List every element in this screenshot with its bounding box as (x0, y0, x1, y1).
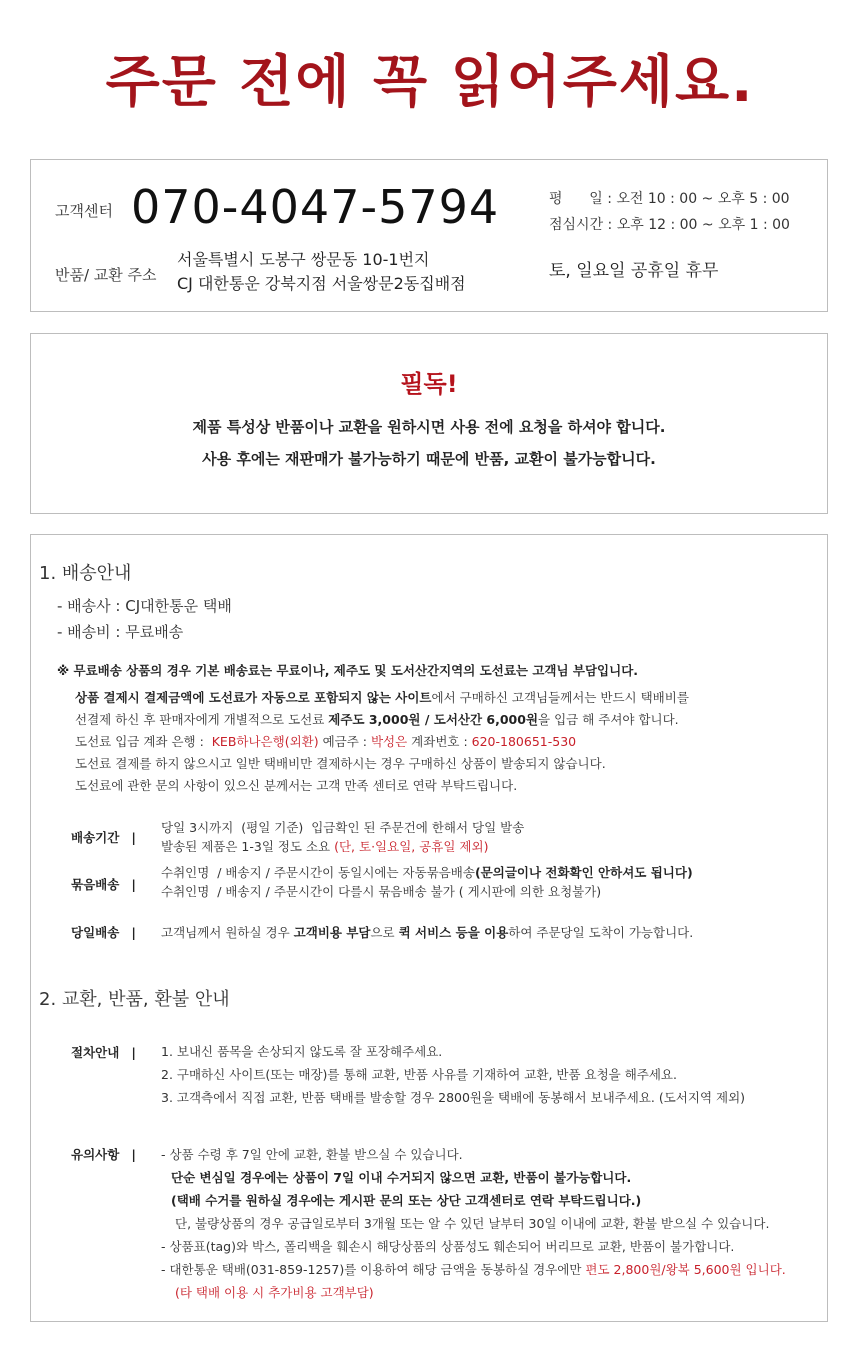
separator-bar: | (131, 1045, 136, 1060)
exchange-section-title: 2. 교환, 반품, 환불 안내 (39, 989, 230, 1010)
delivery-period-line-2 (161, 837, 524, 856)
procedure-label (71, 1043, 161, 1061)
island-fee: 6,000 (486, 712, 526, 727)
notice-line-2: 사용 후에는 재판매가 불가능하기 때문에 반품, 교환이 불가능합니다. (202, 450, 656, 468)
caution-pickup-request: (택배 수거를 원하실 경우에는 게시판 문의 또는 상단 고객센터로 연락 부탁드립니다.) (171, 1193, 642, 1208)
same-day-c: 으로 (370, 925, 399, 940)
bank-account-line (75, 731, 689, 753)
return-address (177, 248, 466, 296)
caution-defective: 단, 불량상품의 경우 공급일로부터 3개월 또는 알 수 있던 날부터 30일 이내에 교환, 환불 받으실 수 있습니다. (175, 1216, 770, 1231)
caution-courier-fee (161, 1258, 786, 1281)
bundle-line-1 (161, 863, 693, 882)
island-fee-details (75, 687, 689, 797)
shipping-section-title: 1. 배송안내 (39, 563, 132, 584)
procedure-step-1: 1. 보내신 품목을 손상되지 않도록 잘 포장해주세요. (161, 1044, 443, 1059)
same-day-label (71, 923, 161, 941)
same-day-text (161, 923, 693, 942)
courier-fee-amount: 편도 2,800원/왕복 5,600원 입니다. (585, 1262, 786, 1277)
delivery-exception: (단, 토·일요일, 공휴일 제외) (334, 839, 489, 854)
island-label: 원 / 도서산간 (408, 712, 487, 727)
separator-bar: | (131, 877, 136, 892)
page-headline: 주문 전에 꼭 읽어주세요. (105, 50, 755, 115)
bundle-delivery-title: 묶음배송 (71, 877, 120, 892)
contact-box (30, 159, 828, 312)
separator-bar: | (131, 830, 136, 845)
caution-other-courier: (타 택배 이용 시 추가비용 고객부담) (175, 1285, 374, 1300)
weekday-hours: 평 일 : 오전 10 : 00 ~ 오후 5 : 00 (549, 191, 790, 207)
island-fee-line-2 (75, 709, 689, 731)
unpaid-fee-notice: 도선료 결제를 하지 않으시고 일반 택배비만 결제하시는 경우 구매하신 상품이 발송되지 않습니다. (75, 756, 606, 771)
island-fee-line-1 (75, 687, 689, 709)
fee-info: - 배송비 : 무료배송 (57, 623, 184, 641)
caution-label (71, 1145, 161, 1163)
account-label: 계좌번호 : (407, 734, 472, 749)
info-box (30, 534, 828, 1322)
notice-box (30, 333, 828, 514)
shipping-summary (57, 593, 232, 645)
procedure-title: 절차안내 (71, 1045, 120, 1060)
customer-center-label: 고객센터 (55, 202, 113, 220)
notice-title: 필독! (400, 370, 458, 398)
bundle-delivery-label (71, 875, 161, 893)
auto-fee-notice: 상품 결제시 결제금액에 도선료가 자동으로 포함되지 않는 사이트 (75, 690, 432, 705)
bundle-no-confirm: (문의글이나 전화확인 안하셔도 됩니다) (474, 865, 693, 880)
procedure-list (161, 1040, 745, 1109)
business-hours (549, 186, 790, 238)
bundle-line-2: 수취인명 / 배송지 / 주문시간이 다를시 묶음배송 불가 ( 게시판에 의한 요청불가) (161, 884, 602, 899)
address-line-1: 서울특별시 도봉구 쌍문동 10-1번지 (177, 250, 430, 269)
caution-change-of-mind: 단순 변심일 경우에는 상품이 7일 이내 수거되지 않으면 교환, 반품이 불가능합니다. (171, 1170, 632, 1185)
courier-fee-text: - 대한통운 택배(031-859-1257)를 이용하여 해당 금액을 동봉하실 경우에만 (161, 1262, 586, 1277)
caution-tag-damage: - 상품표(tag)와 박스, 폴리백을 훼손시 해당상품의 상품성도 훼손되어 버리므로 교환, 반품이 불가합니다. (161, 1239, 735, 1254)
island-fee-text: 에서 구매하신 고객님들께서는 반드시 택배비를 (431, 690, 689, 705)
bank-label: 도선료 입금 계좌 은행 : (75, 734, 212, 749)
caution-title: 유의사항 (71, 1147, 120, 1162)
holiday-notice: 토, 일요일 공휴일 휴무 (549, 261, 719, 281)
procedure-step-2: 2. 구매하신 사이트(또는 매장)를 통해 교환, 반품 사유를 기재하여 교환, 반품 요청을 해주세요. (161, 1067, 677, 1082)
prepay-text: 선결제 하신 후 판매자에게 개별적으로 도선료 (75, 712, 329, 727)
bank-name: KEB하나은행(외환) (211, 734, 319, 749)
delivery-period-text (161, 818, 524, 856)
procedure-step-3: 3. 고객측에서 직접 교환, 반품 택배를 발송할 경우 2800원을 택배에 동봉해서 보내주세요. (도서지역 제외) (161, 1090, 746, 1105)
deposit-text: 을 입금 해 주셔야 합니다. (538, 712, 679, 727)
jeju-fee: 3,000 (368, 712, 409, 727)
return-address-label: 반품/ 교환 주소 (55, 266, 157, 284)
delivery-period-title: 배송기간 (71, 830, 120, 845)
notice-line-1: 제품 특성상 반품이나 교환을 원하시면 사용 전에 요청을 하셔야 합니다. (192, 418, 666, 436)
delivery-period-line-1: 당일 3시까지 (평일 기준) 입금확인 된 주문건에 한해서 당일 발송 (161, 820, 525, 835)
carrier-info: - 배송사 : CJ대한통운 택배 (57, 597, 232, 615)
phone-number: 070-4047-5794 (131, 180, 500, 234)
lunch-hours: 점심시간 : 오후 12 : 00 ~ 오후 1 : 00 (549, 217, 790, 233)
same-day-quick: 퀵 서비스 등을 이용 (398, 925, 509, 940)
delivery-period-label (71, 828, 161, 846)
caution-return-period: - 상품 수령 후 7일 안에 교환, 환불 받으실 수 있습니다. (161, 1147, 463, 1162)
same-day-title: 당일배송 (71, 925, 120, 940)
account-holder: 박성은 (370, 734, 408, 749)
account-number: 620-180651-530 (471, 734, 577, 749)
same-day-cost: 고객비용 부담 (293, 925, 371, 940)
jeju-label: 제주도 (328, 712, 369, 727)
same-day-d: 하여 주문당일 도착이 가능합니다. (508, 925, 694, 940)
bundle-delivery-text (161, 863, 693, 901)
separator-bar: | (131, 925, 136, 940)
free-shipping-note: ※ 무료배송 상품의 경우 기본 배송료는 무료이나, 제주도 및 도서산간지역의 도선료는 고객님 부담입니다. (57, 663, 639, 678)
separator-bar: | (131, 1147, 136, 1162)
caution-list (161, 1143, 786, 1304)
address-line-2: CJ 대한통운 강북지점 서울쌍문2동집배점 (177, 274, 466, 293)
fee-inquiry-notice: 도선료에 관한 문의 사항이 있으신 분께서는 고객 만족 센터로 연락 부탁드립니다. (75, 778, 518, 793)
same-day-a: 고객님께서 원하실 경우 (161, 925, 294, 940)
holder-label: 예금주 : (318, 734, 371, 749)
bundle-same: 수취인명 / 배송지 / 주문시간이 동일시에는 자동묶음배송 (161, 865, 475, 880)
won-unit: 원 (525, 712, 539, 727)
delivery-duration: 발송된 제품은 1-3일 정도 소요 (161, 839, 335, 854)
